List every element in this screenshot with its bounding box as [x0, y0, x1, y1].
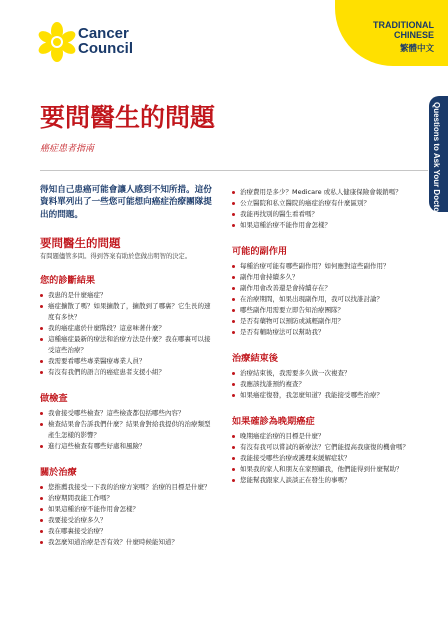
question-item: 治療期間我能工作嗎？	[40, 493, 212, 504]
language-line1: TRADITIONAL	[373, 20, 434, 30]
brand-name-line1: Cancer	[78, 25, 129, 42]
section-heading: 關於治療	[40, 466, 77, 478]
section-heading: 做檢查	[40, 392, 68, 404]
question-list	[40, 408, 212, 452]
question-item: 如果我的家人和朋友在家照顧我，他們能得到什麼幫助？	[232, 464, 422, 475]
question-item: 副作用會持續多久？	[232, 272, 422, 283]
question-item: 我怎麼知道治療是否有效？什麼時候能知道？	[40, 537, 212, 548]
left-column	[40, 184, 212, 560]
question-item: 我在哪裏接受治療？	[40, 526, 212, 537]
main-heading: 要問醫生的問題	[40, 236, 121, 251]
question-item: 我要接受治療多久？	[40, 515, 212, 526]
title-divider	[40, 170, 428, 171]
question-item: 我需要看哪些專業醫療專業人員？	[40, 356, 212, 367]
section-heading: 您的診斷結果	[40, 274, 96, 286]
side-tab-label: Questions to Ask Your Doctor	[432, 102, 441, 216]
language-tag	[335, 0, 448, 66]
page-title: 要問醫生的問題	[40, 103, 216, 132]
question-item: 如果這種治療不能作用會怎樣？	[40, 504, 212, 515]
question-item: 這種癌症最新的療法和治療方法是什麼？我在哪裏可以接受這些治療？	[40, 334, 212, 356]
question-item: 如果癌症復發，我怎麼知道？我能接受哪些治療？	[232, 390, 422, 401]
question-item: 您能幫我跟家人談談正在發生的事嗎？	[232, 475, 422, 486]
main-note: 有問題儘管多問。得到答案有助於您做出明智的決定。	[40, 253, 192, 261]
question-list	[232, 431, 422, 486]
question-item: 我會接受哪些檢查？這些檢查都包括哪些內容？	[40, 408, 212, 419]
page-subtitle: 癌症患者指南	[40, 144, 95, 154]
question-list	[40, 290, 212, 378]
intro-text: 得知自己患癌可能會讓人感到不知所措。這份資料單列出了一些您可能想向癌症治療團隊提出的問題。	[40, 185, 212, 220]
question-item: 哪些副作用需要立即告知治療團隊？	[232, 305, 422, 316]
section-heading: 治療結束後	[232, 353, 278, 364]
language-tag-english	[334, 20, 434, 40]
question-item: 進行這些檢查有哪些好處和風險？	[40, 441, 212, 452]
language-tag-chinese: 繁體中文	[399, 44, 434, 54]
question-item: 晚期癌症治療的目標是什麼？	[232, 431, 422, 442]
question-list	[232, 187, 422, 231]
right-column	[232, 187, 422, 498]
question-item: 我患的是什麼癌症？	[40, 290, 212, 301]
question-item: 治療結束後，我需要多久做一次複查？	[232, 368, 422, 379]
question-item: 我能接受哪些治療或護理來緩解症狀？	[232, 453, 422, 464]
question-item: 有沒有我們的語言的癌症患者支援小組？	[40, 367, 212, 378]
language-line2: CHINESE	[393, 30, 434, 40]
question-item: 我應該找誰預約複查？	[232, 379, 422, 390]
question-item: 如果這種治療不能作用會怎樣？	[232, 220, 422, 231]
question-item: 您推薦我接受一下我的治療方案嗎？治療的目標是什麼？	[40, 482, 212, 493]
question-item: 我能再找別的醫生看看嗎？	[232, 209, 422, 220]
question-item: 在治療期間，如果出現副作用，我可以找誰討論？	[232, 294, 422, 305]
left-sections	[40, 272, 212, 548]
right-sections	[232, 187, 422, 486]
brand-name	[78, 26, 133, 56]
section-heading: 如果確診為晚期癌症	[232, 416, 315, 427]
question-item: 副作用會改善還是會持續存在？	[232, 283, 422, 294]
question-item: 是否有輔助療法可以幫助我？	[232, 327, 422, 338]
question-list	[40, 482, 212, 548]
question-item: 每種治療可能有哪些副作用？如何應對這些副作用？	[232, 261, 422, 272]
question-item: 有沒有我可以嘗試的新療法？它們能提高我康復的機會嗎？	[232, 442, 422, 453]
question-item: 檢查結果會告訴我們什麼？結果會對給我提供的治療類型產生怎樣的影響？	[40, 419, 212, 441]
brand-name-line2: Council	[78, 40, 133, 57]
side-tab	[429, 96, 448, 216]
question-list	[232, 368, 422, 401]
question-item: 是否有藥物可以預防或減輕副作用？	[232, 316, 422, 327]
question-item: 公立醫院和私立醫院的癌症治療有什麼區別？	[232, 198, 422, 209]
question-list	[232, 261, 422, 338]
section-heading: 可能的副作用	[232, 246, 288, 257]
question-item: 癌症擴散了嗎？如果擴散了，擴散到了哪裏？它生長的速度有多快？	[40, 301, 212, 323]
daffodil-icon	[38, 22, 76, 62]
question-item: 我的癌症處於什麼階段？這意味著什麼？	[40, 323, 212, 334]
question-item: 治療費用是多少？Medicare 或私人健康保險會報銷嗎？	[232, 187, 422, 198]
